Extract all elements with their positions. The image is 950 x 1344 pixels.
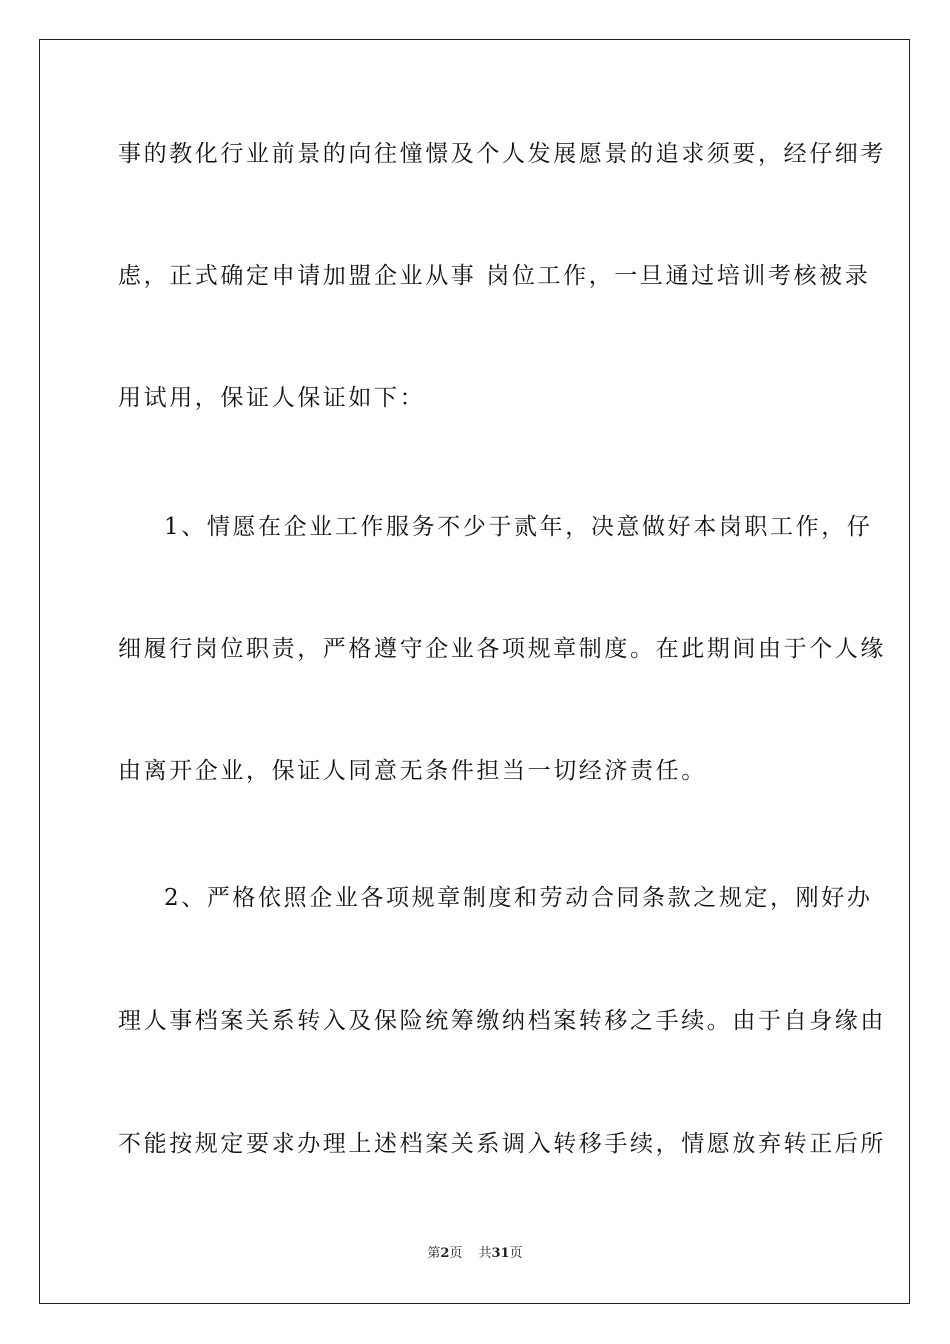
body-text-line: 细履行岗位职责，严格遵守企业各项规章制度。在此期间由于个人缘 xyxy=(118,636,886,662)
total-label-suffix: 页 xyxy=(509,1246,523,1261)
page-number: 2 xyxy=(440,1246,450,1261)
body-text-line: 用试用，保证人保证如下： xyxy=(118,385,426,411)
page-label-prefix: 第 xyxy=(427,1246,441,1261)
total-pages: 31 xyxy=(491,1246,510,1261)
body-text-line: 虑，正式确定申请加盟企业从事 岗位工作，一旦通过培训考核被录 xyxy=(118,263,871,289)
body-text-line: 事的教化行业前景的向往憧憬及个人发展愿景的追求须要，经仔细考 xyxy=(118,141,886,167)
body-text-line: 1、情愿在企业工作服务不少于贰年，决意做好本岗职工作，仔 xyxy=(164,514,873,540)
page-border xyxy=(39,39,910,1304)
total-label-prefix: 共 xyxy=(478,1246,492,1261)
body-text-line: 不能按规定要求办理上述档案关系调入转移手续，情愿放弃转正后所 xyxy=(118,1131,886,1157)
page-footer xyxy=(0,1246,950,1262)
page-label-suffix: 页 xyxy=(449,1246,463,1261)
body-text-line: 理人事档案关系转入及保险统筹缴纳档案转移之手续。由于自身缘由 xyxy=(118,1008,886,1034)
body-text-line: 由离开企业，保证人同意无条件担当一切经济责任。 xyxy=(118,758,707,784)
body-text-line: 2、严格依照企业各项规章制度和劳动合同条款之规定，刚好办 xyxy=(164,885,873,911)
